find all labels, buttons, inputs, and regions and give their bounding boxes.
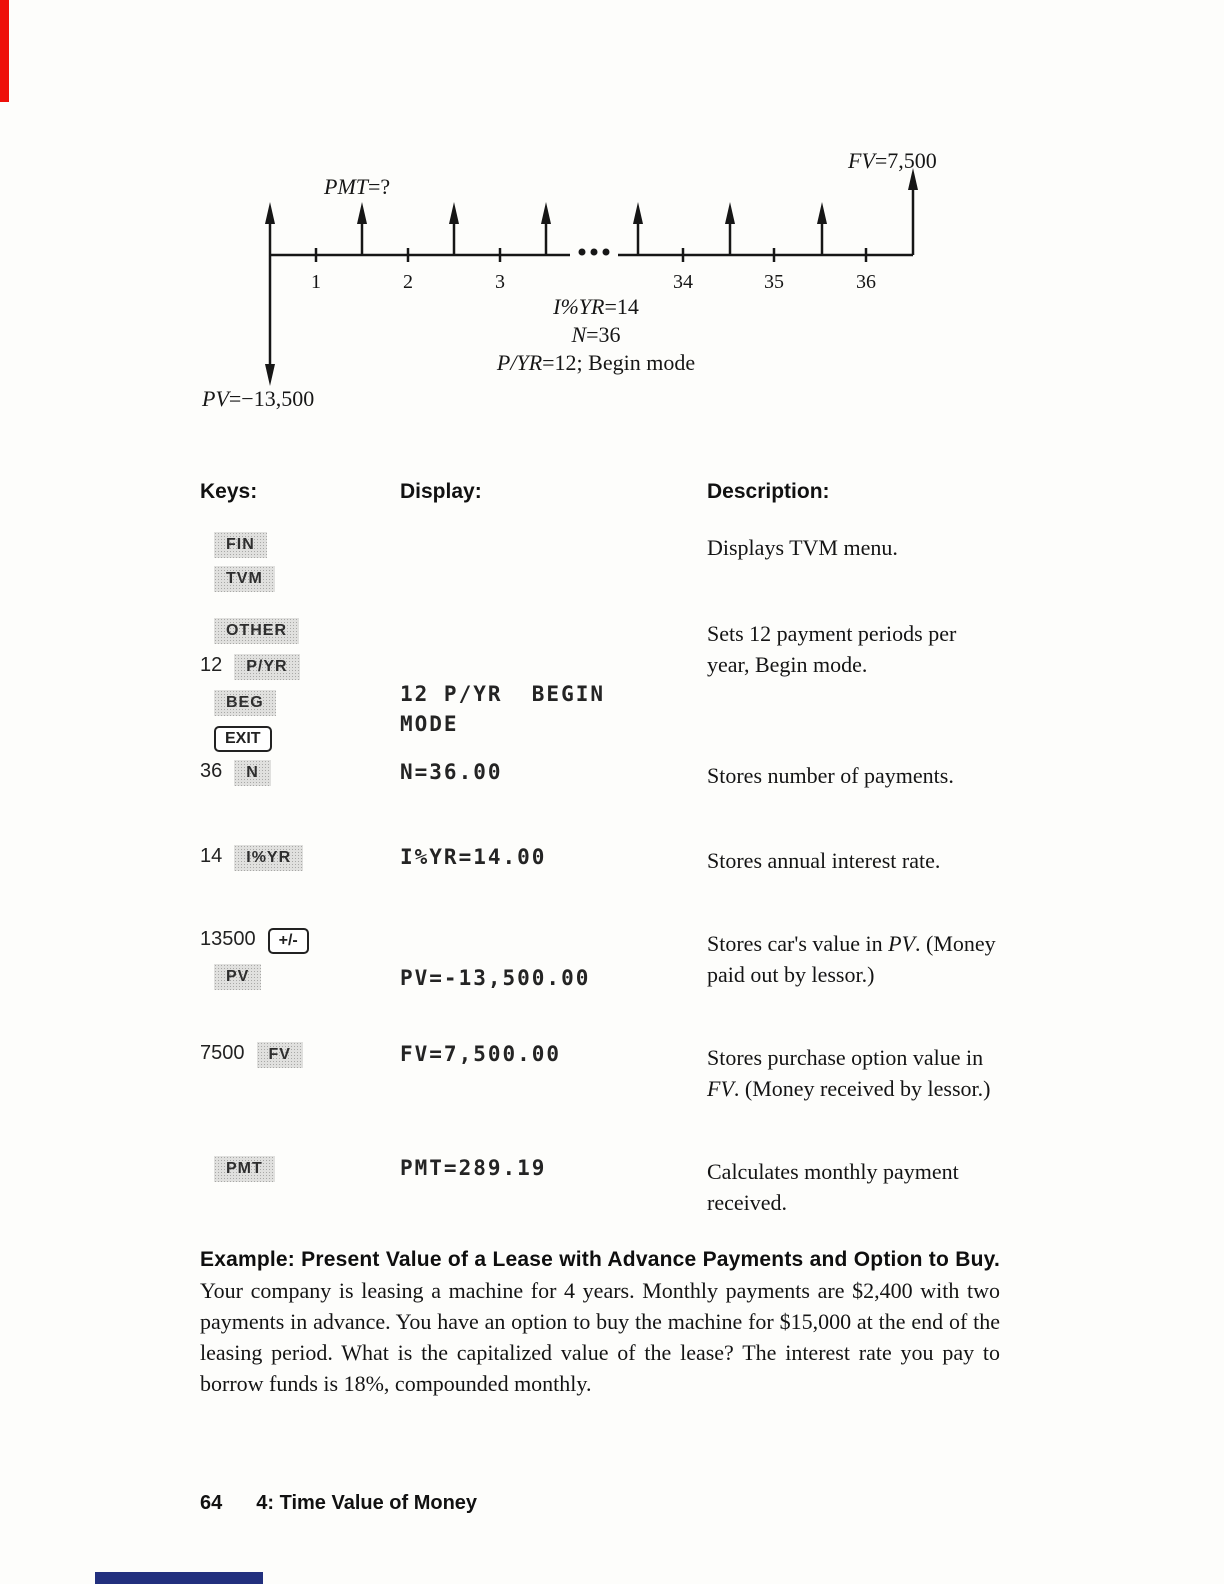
keys-cell [200, 618, 400, 752]
description-cell: Calculates monthly payment received. [707, 1159, 959, 1215]
ellipsis-dot [591, 249, 598, 256]
ellipsis-dot [579, 249, 586, 256]
key-fv: FV [257, 1042, 303, 1068]
description-cell [707, 928, 997, 990]
key-plus-minus: +/- [268, 928, 309, 954]
key-pmt: PMT [214, 1156, 275, 1182]
keys-cell [200, 1042, 400, 1068]
arrowhead-up [541, 202, 551, 224]
display-text: I%YR=14.00 [400, 845, 547, 869]
key-beg: BEG [214, 690, 276, 716]
display-text: PV=-13,500.00 [400, 966, 591, 990]
display-text: MODE [400, 712, 459, 736]
page-footer [200, 1492, 477, 1515]
tick-label: 36 [856, 271, 876, 293]
fv-label: FV=7,500 [848, 148, 937, 173]
arrowhead-up [357, 202, 367, 224]
footer-chapter-title: 4: Time Value of Money [256, 1492, 478, 1514]
key-other: OTHER [214, 618, 299, 644]
keys-cell [200, 760, 400, 786]
example-heading: Example: Present Value of a Lease with Advance Payments and Option to Buy. [200, 1248, 1000, 1271]
key-pyr: P/YR [234, 654, 299, 680]
display-text: 12 P/YR BEGIN [400, 682, 606, 706]
tick-label: 34 [673, 271, 693, 293]
footer-page-number: 64 [200, 1492, 223, 1514]
key-entry-number: 7500 [200, 1042, 245, 1064]
description-cell: Sets 12 payment periods per year, Begin mode. [707, 621, 957, 677]
description-text: Stores car's value in [707, 931, 889, 956]
diagram-labels [201, 148, 937, 411]
iyr-annotation: I%YR=14 [553, 294, 639, 319]
arrowhead-up [817, 202, 827, 224]
pmt-label: PMT=? [324, 174, 391, 199]
scan-artifact-red-strip [0, 0, 9, 102]
n-annotation: N=36 [571, 322, 621, 347]
example-section [200, 1243, 1000, 1399]
tick-label: 3 [495, 271, 505, 293]
table-row [200, 760, 1030, 791]
tick-label: 2 [403, 271, 413, 293]
key-entry-number: 36 [200, 760, 223, 782]
table-row [200, 1156, 1030, 1218]
table-row [200, 845, 1030, 876]
display-text: FV=7,500.00 [400, 1042, 562, 1066]
table-row [200, 928, 1030, 990]
cash-flow-diagram [178, 140, 998, 430]
keys-column-header: Keys: [200, 480, 258, 503]
key-entry-number: 14 [200, 845, 223, 867]
tick-label: 35 [764, 271, 784, 293]
page-edge-marker [95, 1572, 263, 1584]
keys-cell [200, 532, 400, 592]
keys-cell [200, 845, 400, 871]
description-italic-term: PV [888, 931, 916, 956]
key-entry-number: 12 [200, 654, 223, 676]
arrowhead-down [265, 364, 275, 386]
table-header-row [200, 480, 1030, 504]
keys-cell [200, 1156, 400, 1182]
table-row [200, 618, 1030, 752]
pyr-annotation: P/YR=12; Begin mode [496, 350, 696, 375]
arrowhead-up [633, 202, 643, 224]
table-row [200, 1042, 1030, 1104]
description-text: . (Money paid out by lessor.) [707, 931, 996, 987]
keys-cell [200, 928, 400, 990]
key-fin: FIN [214, 532, 267, 558]
description-cell: Displays TVM menu. [707, 535, 898, 560]
example-paragraph [200, 1243, 1000, 1399]
arrowhead-up [449, 202, 459, 224]
description-cell [707, 1042, 997, 1104]
tick-label: 1 [311, 271, 321, 293]
pv-label: PV=−13,500 [202, 386, 315, 411]
description-text: . (Money received by lessor.) [733, 1076, 991, 1101]
key-exit: EXIT [214, 726, 272, 752]
description-text: Stores purchase option value in [707, 1045, 984, 1070]
key-n: N [234, 760, 271, 786]
display-text: N=36.00 [400, 760, 503, 784]
display-text: PMT=289.19 [400, 1156, 547, 1180]
description-column-header: Description: [707, 480, 830, 503]
display-column-header: Display: [400, 480, 482, 503]
table-row [200, 532, 1030, 592]
key-tvm: TVM [214, 566, 275, 592]
display-cell [400, 618, 707, 736]
key-iyr: I%YR [234, 845, 303, 871]
description-italic-term: FV [707, 1076, 734, 1101]
arrowhead-up [265, 202, 275, 224]
description-cell: Stores number of payments. [707, 763, 954, 788]
key-entry-number: 13500 [200, 928, 256, 950]
description-cell: Stores annual interest rate. [707, 848, 941, 873]
key-pv: PV [214, 964, 261, 990]
ellipsis-dot [603, 249, 610, 256]
example-body: Your company is leasing a machine for 4 years. Monthly payments are $2,400 with two payments in advance. You have an option to buy the machine for $15,000 at the end of the leasing period. What is the capitalized value of the lease? The interest rate you pay to borrow funds is 18%, compounded monthly. [200, 1278, 1000, 1396]
arrowhead-up [725, 202, 735, 224]
